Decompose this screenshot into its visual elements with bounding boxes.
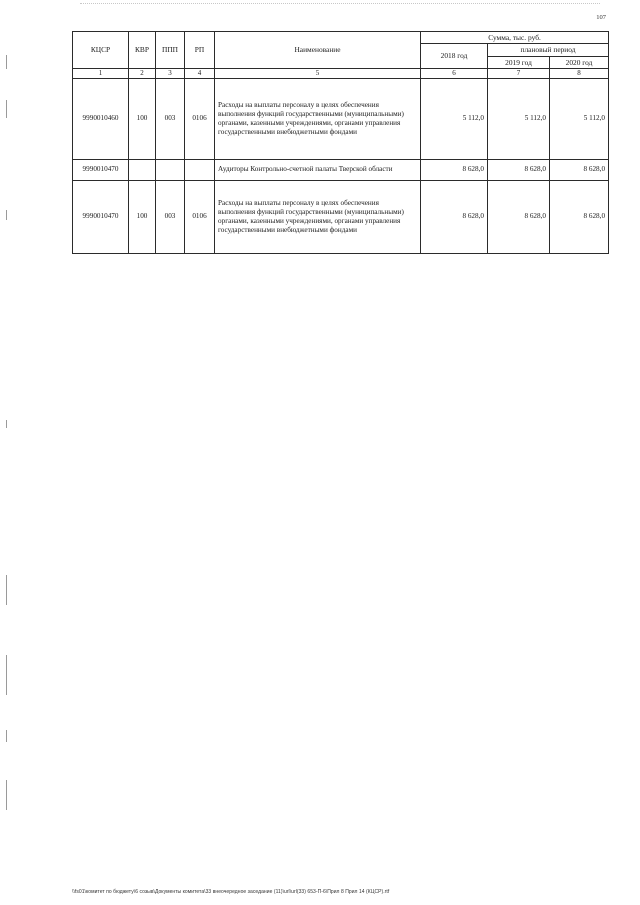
cell-name: Аудиторы Контрольно-счетной палаты Тверской области	[215, 159, 421, 180]
scan-top-edge	[80, 3, 600, 4]
table-row	[73, 78, 609, 159]
cell-kcsr: 9990010470	[73, 159, 129, 180]
column-number: 4	[185, 68, 215, 78]
column-number-row	[73, 68, 609, 78]
scan-left-edge	[6, 0, 8, 905]
column-number: 1	[73, 68, 129, 78]
cell-ppp: 003	[156, 78, 185, 159]
cell-2018: 8 628,0	[421, 180, 488, 253]
table-row	[73, 159, 609, 180]
header-sum-group: Сумма, тыс. руб.	[421, 32, 609, 44]
column-number: 8	[550, 68, 609, 78]
column-number: 2	[129, 68, 156, 78]
cell-ppp: 003	[156, 180, 185, 253]
cell-kcsr: 9990010460	[73, 78, 129, 159]
column-number: 6	[421, 68, 488, 78]
cell-rp: 0106	[185, 78, 215, 159]
column-number: 3	[156, 68, 185, 78]
header-kvr: КВР	[129, 32, 156, 69]
header-kcsr: КЦСР	[73, 32, 129, 69]
cell-ppp	[156, 159, 185, 180]
cell-2019: 8 628,0	[488, 180, 550, 253]
cell-2018: 8 628,0	[421, 159, 488, 180]
cell-kvr: 100	[129, 180, 156, 253]
cell-name: Расходы на выплаты персоналу в целях обеспечения выполнения функций государственными (муниципальными) органами, казенными учреждениями, органами управления государственными внебюджетными фондами	[215, 180, 421, 253]
column-number: 7	[488, 68, 550, 78]
header-rp: РП	[185, 32, 215, 69]
header-name: Наименование	[215, 32, 421, 69]
cell-kvr: 100	[129, 78, 156, 159]
header-year-2020: 2020 год	[550, 56, 609, 68]
cell-2019: 5 112,0	[488, 78, 550, 159]
table-row	[73, 180, 609, 253]
page-number: 107	[596, 14, 606, 21]
header-year-2018: 2018 год	[421, 44, 488, 69]
cell-name: Расходы на выплаты персоналу в целях обеспечения выполнения функций государственными (муниципальными) органами, казенными учреждениями, органами управления государственными внебюджетными фондами	[215, 78, 421, 159]
cell-2018: 5 112,0	[421, 78, 488, 159]
cell-2020: 8 628,0	[550, 180, 609, 253]
cell-2020: 8 628,0	[550, 159, 609, 180]
cell-rp	[185, 159, 215, 180]
file-path-footer: \\fs01\комитет по бюджету\6 созыв\Документы комитета\33 внеочередное заседание (11)\url\url(33) 653-П-6\Прил 8 Прил 14 (КЦСР).rtf	[72, 889, 390, 895]
cell-rp: 0106	[185, 180, 215, 253]
header-planning-period: плановый период	[488, 44, 609, 56]
cell-2019: 8 628,0	[488, 159, 550, 180]
column-number: 5	[215, 68, 421, 78]
cell-kvr	[129, 159, 156, 180]
cell-kcsr: 9990010470	[73, 180, 129, 253]
header-year-2019: 2019 год	[488, 56, 550, 68]
header-ppp: ППП	[156, 32, 185, 69]
budget-table	[72, 31, 609, 254]
cell-2020: 5 112,0	[550, 78, 609, 159]
